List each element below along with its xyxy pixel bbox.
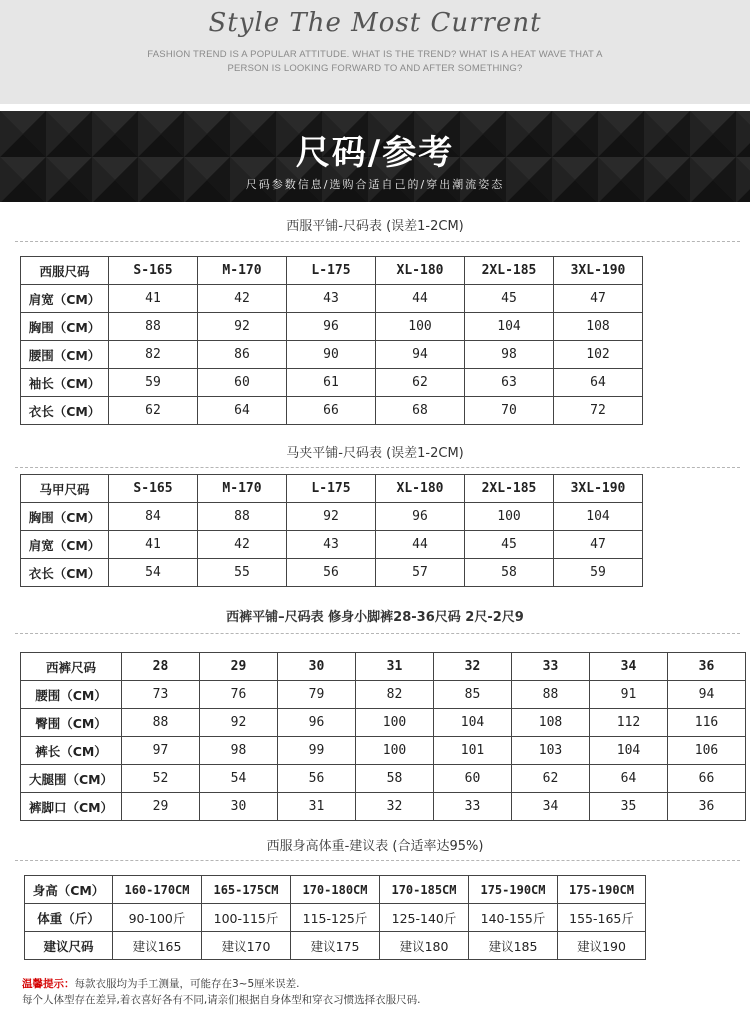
table-cell: M-170: [198, 257, 287, 285]
table-cell: 101: [434, 737, 512, 765]
trousers-size-table: [20, 652, 746, 821]
table-cell: S-165: [109, 257, 198, 285]
table-cell: 104: [554, 503, 643, 531]
table-cell: 170-185CM: [380, 876, 469, 904]
table-cell: 92: [200, 709, 278, 737]
table-cell: 47: [554, 531, 643, 559]
table-cell: 66: [287, 397, 376, 425]
table-cell: 104: [465, 313, 554, 341]
table-row: [21, 559, 643, 587]
table-cell: 30: [278, 653, 356, 681]
table-cell: 66: [668, 765, 746, 793]
table-cell: 2XL-185: [465, 475, 554, 503]
table-cell: 104: [434, 709, 512, 737]
table-cell: 44: [376, 531, 465, 559]
table-cell: 56: [287, 559, 376, 587]
table-cell: 57: [376, 559, 465, 587]
size-reference-banner: [0, 111, 750, 202]
subtitle-line-2: PERSON IS LOOKING FORWARD TO AND AFTER SOMETHING?: [227, 63, 523, 74]
table-cell: 45: [465, 531, 554, 559]
table-cell: XL-180: [376, 257, 465, 285]
table-row: [21, 737, 746, 765]
table-row: [21, 313, 643, 341]
table-row: [25, 904, 646, 932]
table-cell: XL-180: [376, 475, 465, 503]
table-cell: 165-175CM: [202, 876, 291, 904]
table-cell: 63: [465, 369, 554, 397]
row-label-cell: 腰围（CM）: [21, 341, 109, 369]
row-label-cell: 胸围（CM）: [21, 503, 109, 531]
table-cell: 54: [200, 765, 278, 793]
table-cell: 100: [356, 737, 434, 765]
table-cell: 56: [278, 765, 356, 793]
table-cell: 108: [554, 313, 643, 341]
table-cell: 175-190CM: [558, 876, 646, 904]
table-cell: 30: [200, 793, 278, 821]
divider: [15, 467, 740, 468]
table-cell: 91: [590, 681, 668, 709]
table-cell: 59: [554, 559, 643, 587]
table-cell: 32: [434, 653, 512, 681]
row-label-cell: 腰围（CM）: [21, 681, 122, 709]
row-label-cell: 肩宽（CM）: [21, 531, 109, 559]
table-row: [21, 793, 746, 821]
table-cell: 55: [198, 559, 287, 587]
table-cell: 29: [200, 653, 278, 681]
divider: [15, 633, 740, 634]
row-label-cell: 西裤尺码: [21, 653, 122, 681]
table-cell: 58: [465, 559, 554, 587]
table-row: [21, 369, 643, 397]
table-cell: 170-180CM: [291, 876, 380, 904]
table-cell: 82: [109, 341, 198, 369]
table-cell: M-170: [198, 475, 287, 503]
row-label-cell: 身高（CM）: [25, 876, 113, 904]
table-cell: 98: [465, 341, 554, 369]
table-cell: S-165: [109, 475, 198, 503]
table-cell: 36: [668, 793, 746, 821]
table-cell: 96: [376, 503, 465, 531]
table-row: [21, 709, 746, 737]
table-cell: 41: [109, 531, 198, 559]
table-row: [21, 397, 643, 425]
table-cell: 90-100斤: [113, 904, 202, 932]
table-cell: 100: [376, 313, 465, 341]
table-cell: 79: [278, 681, 356, 709]
table-cell: 84: [109, 503, 198, 531]
row-label-cell: 臀围（CM）: [21, 709, 122, 737]
script-title: Style The Most Current: [208, 8, 542, 38]
table-cell: 64: [554, 369, 643, 397]
table-cell: 31: [278, 793, 356, 821]
table-cell: 52: [122, 765, 200, 793]
table-cell: 85: [434, 681, 512, 709]
table-cell: 155-165斤: [558, 904, 646, 932]
table-cell: 建议175: [291, 932, 380, 960]
table-cell: 102: [554, 341, 643, 369]
table-cell: 61: [287, 369, 376, 397]
table-cell: 62: [109, 397, 198, 425]
row-label-cell: 裤长（CM）: [21, 737, 122, 765]
table-cell: 96: [278, 709, 356, 737]
top-banner: [0, 0, 750, 104]
table-cell: 59: [109, 369, 198, 397]
table-cell: 54: [109, 559, 198, 587]
divider: [15, 860, 740, 861]
table-cell: 建议180: [380, 932, 469, 960]
table-row: [21, 285, 643, 313]
table-cell: 115-125斤: [291, 904, 380, 932]
table-cell: 34: [590, 653, 668, 681]
table-cell: 88: [198, 503, 287, 531]
table-cell: 175-190CM: [469, 876, 558, 904]
row-label-cell: 大腿围（CM）: [21, 765, 122, 793]
table-cell: 62: [512, 765, 590, 793]
table-cell: 58: [356, 765, 434, 793]
table-cell: 28: [122, 653, 200, 681]
table-cell: 73: [122, 681, 200, 709]
table-cell: 125-140斤: [380, 904, 469, 932]
table-cell: 2XL-185: [465, 257, 554, 285]
vest-size-table: [20, 474, 643, 587]
table-cell: 112: [590, 709, 668, 737]
table-cell: 88: [512, 681, 590, 709]
row-label-cell: 衣长（CM）: [21, 397, 109, 425]
table-cell: 94: [376, 341, 465, 369]
table-row: [21, 341, 643, 369]
table-cell: 140-155斤: [469, 904, 558, 932]
table-cell: 33: [434, 793, 512, 821]
row-label-cell: 袖长（CM）: [21, 369, 109, 397]
table-cell: 43: [287, 531, 376, 559]
table-cell: 64: [198, 397, 287, 425]
suit-table-caption: 西服平铺-尺码表 (误差1-2CM): [286, 219, 464, 234]
warm-tips-label: 温馨提示：: [22, 978, 75, 990]
table-cell: 68: [376, 397, 465, 425]
table-cell: 72: [554, 397, 643, 425]
table-cell: 99: [278, 737, 356, 765]
warm-tips-line-1: 每款衣服均为手工测量，可能存在3~5厘米误差.: [74, 978, 300, 990]
row-label-cell: 建议尺码: [25, 932, 113, 960]
table-cell: 88: [109, 313, 198, 341]
table-cell: 90: [287, 341, 376, 369]
table-cell: 103: [512, 737, 590, 765]
table-cell: 104: [590, 737, 668, 765]
table-cell: 35: [590, 793, 668, 821]
table-header-row: [21, 475, 643, 503]
row-label-cell: 肩宽（CM）: [21, 285, 109, 313]
row-label-cell: 马甲尺码: [21, 475, 109, 503]
row-label-cell: 裤脚口（CM）: [21, 793, 122, 821]
suit-size-table: [20, 256, 643, 425]
table-row: [21, 531, 643, 559]
table-cell: 92: [198, 313, 287, 341]
table-cell: 88: [122, 709, 200, 737]
table-cell: 97: [122, 737, 200, 765]
table-header-row: [21, 257, 643, 285]
table-cell: 108: [512, 709, 590, 737]
table-cell: 建议190: [558, 932, 646, 960]
table-cell: 92: [287, 503, 376, 531]
table-cell: 29: [122, 793, 200, 821]
table-header-row: [25, 876, 646, 904]
table-cell: 31: [356, 653, 434, 681]
table-cell: 76: [200, 681, 278, 709]
table-cell: 45: [465, 285, 554, 313]
row-label-cell: 衣长（CM）: [21, 559, 109, 587]
table-cell: 43: [287, 285, 376, 313]
table-cell: 44: [376, 285, 465, 313]
trousers-table-caption: 西裤平铺–尺码表 修身小脚裤28-36尺码 2尺-2尺9: [226, 610, 524, 625]
height-weight-table: [24, 875, 646, 960]
row-label-cell: 胸围（CM）: [21, 313, 109, 341]
table-cell: 47: [554, 285, 643, 313]
table-header-row: [21, 653, 746, 681]
height-weight-table-caption: 西服身高体重-建议表 (合适率达95%): [266, 839, 484, 854]
divider: [15, 241, 740, 242]
table-cell: 42: [198, 531, 287, 559]
table-cell: 32: [356, 793, 434, 821]
table-cell: 34: [512, 793, 590, 821]
table-cell: 96: [287, 313, 376, 341]
banner-tagline: 尺码参数信息/选购合适自己的/穿出潮流姿态: [245, 178, 505, 191]
table-cell: 100: [465, 503, 554, 531]
table-cell: 106: [668, 737, 746, 765]
row-label-cell: 西服尺码: [21, 257, 109, 285]
table-cell: 160-170CM: [113, 876, 202, 904]
table-cell: 86: [198, 341, 287, 369]
table-cell: 62: [376, 369, 465, 397]
table-cell: 建议165: [113, 932, 202, 960]
table-cell: 70: [465, 397, 554, 425]
banner-title: 尺码/参考: [295, 133, 455, 173]
warm-tips: [22, 976, 742, 1008]
warm-tips-line-2: 每个人体型存在差异,着衣喜好各有不同,请亲们根据自身体型和穿衣习惯选择衣服尺码.: [22, 994, 421, 1006]
fashion-subtitle: [110, 48, 640, 76]
table-cell: 100-115斤: [202, 904, 291, 932]
table-row: [21, 765, 746, 793]
table-cell: 36: [668, 653, 746, 681]
table-cell: 82: [356, 681, 434, 709]
table-cell: L-175: [287, 257, 376, 285]
table-row: [25, 932, 646, 960]
table-cell: 116: [668, 709, 746, 737]
table-cell: 42: [198, 285, 287, 313]
table-row: [21, 503, 643, 531]
table-cell: 3XL-190: [554, 257, 643, 285]
table-cell: 98: [200, 737, 278, 765]
table-cell: 60: [198, 369, 287, 397]
table-cell: 41: [109, 285, 198, 313]
table-cell: 3XL-190: [554, 475, 643, 503]
table-cell: 100: [356, 709, 434, 737]
table-row: [21, 681, 746, 709]
vest-table-caption: 马夹平铺-尺码表 (误差1-2CM): [286, 446, 464, 461]
table-cell: L-175: [287, 475, 376, 503]
table-cell: 33: [512, 653, 590, 681]
table-cell: 建议170: [202, 932, 291, 960]
table-cell: 建议185: [469, 932, 558, 960]
row-label-cell: 体重（斤）: [25, 904, 113, 932]
table-cell: 94: [668, 681, 746, 709]
subtitle-line-1: FASHION TREND IS A POPULAR ATTITUDE. WHAT IS THE TREND? WHAT IS A HEAT WAVE THAT A: [147, 49, 603, 60]
table-cell: 64: [590, 765, 668, 793]
table-cell: 60: [434, 765, 512, 793]
